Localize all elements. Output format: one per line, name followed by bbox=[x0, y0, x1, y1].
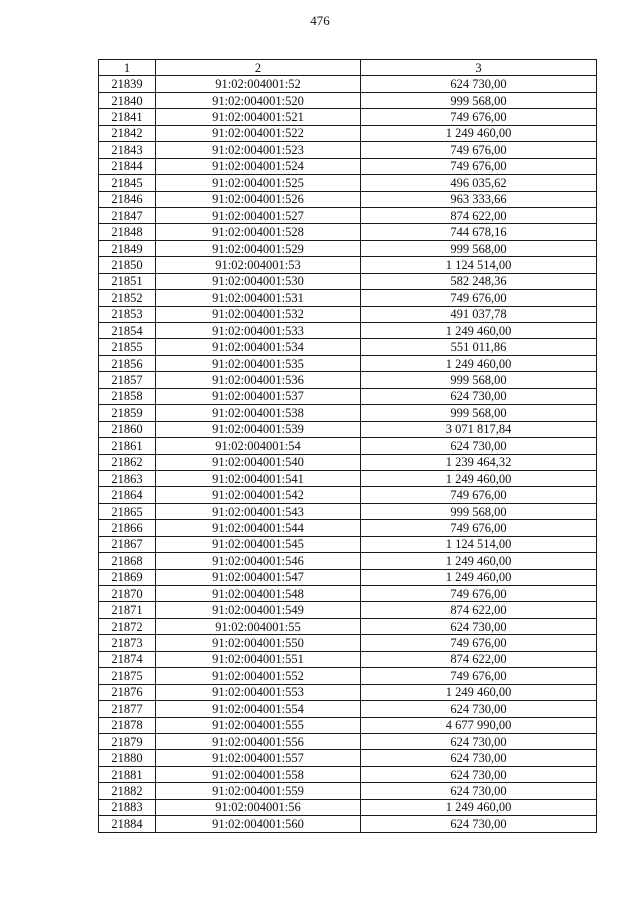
cadastral-number-cell: 91:02:004001:550 bbox=[156, 635, 361, 651]
cadastral-number-cell: 91:02:004001:523 bbox=[156, 142, 361, 158]
table-row bbox=[99, 701, 597, 717]
table-row bbox=[99, 125, 597, 141]
cadastral-number-cell: 91:02:004001:545 bbox=[156, 536, 361, 552]
table-row bbox=[99, 240, 597, 256]
cadastral-number-cell: 91:02:004001:529 bbox=[156, 240, 361, 256]
value-cell: 1 249 460,00 bbox=[361, 470, 597, 486]
table-row bbox=[99, 569, 597, 585]
row-number-cell: 21840 bbox=[99, 92, 156, 108]
value-cell: 1 249 460,00 bbox=[361, 553, 597, 569]
table-row bbox=[99, 783, 597, 799]
table-row bbox=[99, 290, 597, 306]
row-number-cell: 21874 bbox=[99, 651, 156, 667]
value-cell: 749 676,00 bbox=[361, 158, 597, 174]
row-number-cell: 21871 bbox=[99, 602, 156, 618]
row-number-cell: 21877 bbox=[99, 701, 156, 717]
row-number-cell: 21879 bbox=[99, 733, 156, 749]
row-number-cell: 21872 bbox=[99, 618, 156, 634]
cadastral-number-cell: 91:02:004001:531 bbox=[156, 290, 361, 306]
row-number-cell: 21841 bbox=[99, 109, 156, 125]
cadastral-number-cell: 91:02:004001:556 bbox=[156, 733, 361, 749]
cadastral-number-cell: 91:02:004001:557 bbox=[156, 750, 361, 766]
cadastral-number-cell: 91:02:004001:548 bbox=[156, 586, 361, 602]
row-number-cell: 21870 bbox=[99, 586, 156, 602]
value-cell: 1 124 514,00 bbox=[361, 536, 597, 552]
value-cell: 1 249 460,00 bbox=[361, 684, 597, 700]
value-cell: 582 248,36 bbox=[361, 273, 597, 289]
cadastral-number-cell: 91:02:004001:546 bbox=[156, 553, 361, 569]
table-row bbox=[99, 438, 597, 454]
cadastral-number-cell: 91:02:004001:547 bbox=[156, 569, 361, 585]
value-cell: 624 730,00 bbox=[361, 438, 597, 454]
table-row bbox=[99, 405, 597, 421]
row-number-cell: 21883 bbox=[99, 799, 156, 815]
row-number-cell: 21862 bbox=[99, 454, 156, 470]
table-row bbox=[99, 684, 597, 700]
value-cell: 749 676,00 bbox=[361, 142, 597, 158]
value-cell: 744 678,16 bbox=[361, 224, 597, 240]
column-header-2: 2 bbox=[156, 60, 361, 76]
cadastral-number-cell: 91:02:004001:543 bbox=[156, 503, 361, 519]
value-cell: 1 239 464,32 bbox=[361, 454, 597, 470]
row-number-cell: 21851 bbox=[99, 273, 156, 289]
value-cell: 1 249 460,00 bbox=[361, 355, 597, 371]
table-row bbox=[99, 306, 597, 322]
row-number-cell: 21849 bbox=[99, 240, 156, 256]
table-row bbox=[99, 668, 597, 684]
cadastral-number-cell: 91:02:004001:542 bbox=[156, 487, 361, 503]
table-row bbox=[99, 536, 597, 552]
row-number-cell: 21875 bbox=[99, 668, 156, 684]
row-number-cell: 21873 bbox=[99, 635, 156, 651]
table-row bbox=[99, 355, 597, 371]
cadastral-number-cell: 91:02:004001:54 bbox=[156, 438, 361, 454]
table-row bbox=[99, 158, 597, 174]
table-row bbox=[99, 487, 597, 503]
row-number-cell: 21882 bbox=[99, 783, 156, 799]
table-row bbox=[99, 602, 597, 618]
value-cell: 749 676,00 bbox=[361, 586, 597, 602]
column-header-1: 1 bbox=[99, 60, 156, 76]
cadastral-number-cell: 91:02:004001:532 bbox=[156, 306, 361, 322]
value-cell: 624 730,00 bbox=[361, 733, 597, 749]
table-row bbox=[99, 635, 597, 651]
row-number-cell: 21857 bbox=[99, 372, 156, 388]
value-cell: 999 568,00 bbox=[361, 92, 597, 108]
table-body bbox=[99, 76, 597, 832]
table-row bbox=[99, 257, 597, 273]
table-row bbox=[99, 224, 597, 240]
value-cell: 624 730,00 bbox=[361, 750, 597, 766]
value-cell: 4 677 990,00 bbox=[361, 717, 597, 733]
table-row bbox=[99, 618, 597, 634]
cadastral-number-cell: 91:02:004001:526 bbox=[156, 191, 361, 207]
table-row bbox=[99, 553, 597, 569]
table-row bbox=[99, 503, 597, 519]
row-number-cell: 21876 bbox=[99, 684, 156, 700]
row-number-cell: 21867 bbox=[99, 536, 156, 552]
table-row bbox=[99, 109, 597, 125]
table-row bbox=[99, 520, 597, 536]
cadastral-number-cell: 91:02:004001:527 bbox=[156, 207, 361, 223]
table-row bbox=[99, 273, 597, 289]
cadastral-number-cell: 91:02:004001:544 bbox=[156, 520, 361, 536]
value-cell: 874 622,00 bbox=[361, 207, 597, 223]
row-number-cell: 21866 bbox=[99, 520, 156, 536]
cadastral-number-cell: 91:02:004001:536 bbox=[156, 372, 361, 388]
value-cell: 624 730,00 bbox=[361, 388, 597, 404]
row-number-cell: 21861 bbox=[99, 438, 156, 454]
cadastral-number-cell: 91:02:004001:549 bbox=[156, 602, 361, 618]
row-number-cell: 21878 bbox=[99, 717, 156, 733]
row-number-cell: 21846 bbox=[99, 191, 156, 207]
table-row bbox=[99, 323, 597, 339]
row-number-cell: 21863 bbox=[99, 470, 156, 486]
cadastral-number-cell: 91:02:004001:53 bbox=[156, 257, 361, 273]
table-header bbox=[99, 60, 597, 76]
value-cell: 874 622,00 bbox=[361, 651, 597, 667]
value-cell: 624 730,00 bbox=[361, 783, 597, 799]
cadastral-number-cell: 91:02:004001:525 bbox=[156, 175, 361, 191]
value-cell: 624 730,00 bbox=[361, 766, 597, 782]
table-row bbox=[99, 142, 597, 158]
cadastral-number-cell: 91:02:004001:535 bbox=[156, 355, 361, 371]
value-cell: 749 676,00 bbox=[361, 487, 597, 503]
row-number-cell: 21881 bbox=[99, 766, 156, 782]
row-number-cell: 21852 bbox=[99, 290, 156, 306]
cadastral-number-cell: 91:02:004001:554 bbox=[156, 701, 361, 717]
table-row bbox=[99, 191, 597, 207]
value-cell: 999 568,00 bbox=[361, 405, 597, 421]
value-cell: 749 676,00 bbox=[361, 290, 597, 306]
row-number-cell: 21860 bbox=[99, 421, 156, 437]
row-number-cell: 21853 bbox=[99, 306, 156, 322]
value-cell: 874 622,00 bbox=[361, 602, 597, 618]
cadastral-number-cell: 91:02:004001:522 bbox=[156, 125, 361, 141]
value-cell: 1 249 460,00 bbox=[361, 125, 597, 141]
cadastral-value-table bbox=[98, 59, 597, 833]
value-cell: 999 568,00 bbox=[361, 372, 597, 388]
row-number-cell: 21884 bbox=[99, 816, 156, 832]
table-row bbox=[99, 470, 597, 486]
table-row bbox=[99, 733, 597, 749]
cadastral-number-cell: 91:02:004001:55 bbox=[156, 618, 361, 634]
row-number-cell: 21842 bbox=[99, 125, 156, 141]
value-cell: 749 676,00 bbox=[361, 668, 597, 684]
row-number-cell: 21880 bbox=[99, 750, 156, 766]
cadastral-number-cell: 91:02:004001:560 bbox=[156, 816, 361, 832]
value-cell: 749 676,00 bbox=[361, 520, 597, 536]
table-row bbox=[99, 175, 597, 191]
table-row bbox=[99, 339, 597, 355]
value-cell: 999 568,00 bbox=[361, 240, 597, 256]
cadastral-number-cell: 91:02:004001:551 bbox=[156, 651, 361, 667]
value-cell: 1 124 514,00 bbox=[361, 257, 597, 273]
table-row bbox=[99, 454, 597, 470]
header-row bbox=[99, 60, 597, 76]
cadastral-number-cell: 91:02:004001:553 bbox=[156, 684, 361, 700]
row-number-cell: 21865 bbox=[99, 503, 156, 519]
cadastral-number-cell: 91:02:004001:540 bbox=[156, 454, 361, 470]
value-cell: 496 035,62 bbox=[361, 175, 597, 191]
row-number-cell: 21858 bbox=[99, 388, 156, 404]
cadastral-number-cell: 91:02:004001:552 bbox=[156, 668, 361, 684]
value-cell: 551 011,86 bbox=[361, 339, 597, 355]
table-row bbox=[99, 651, 597, 667]
cadastral-number-cell: 91:02:004001:559 bbox=[156, 783, 361, 799]
cadastral-number-cell: 91:02:004001:558 bbox=[156, 766, 361, 782]
row-number-cell: 21856 bbox=[99, 355, 156, 371]
row-number-cell: 21869 bbox=[99, 569, 156, 585]
value-cell: 1 249 460,00 bbox=[361, 799, 597, 815]
row-number-cell: 21859 bbox=[99, 405, 156, 421]
row-number-cell: 21845 bbox=[99, 175, 156, 191]
value-cell: 491 037,78 bbox=[361, 306, 597, 322]
cadastral-number-cell: 91:02:004001:530 bbox=[156, 273, 361, 289]
table-row bbox=[99, 207, 597, 223]
row-number-cell: 21854 bbox=[99, 323, 156, 339]
value-cell: 749 676,00 bbox=[361, 109, 597, 125]
table-row bbox=[99, 750, 597, 766]
row-number-cell: 21850 bbox=[99, 257, 156, 273]
table-row bbox=[99, 92, 597, 108]
value-cell: 624 730,00 bbox=[361, 701, 597, 717]
value-cell: 1 249 460,00 bbox=[361, 569, 597, 585]
table-row bbox=[99, 388, 597, 404]
cadastral-number-cell: 91:02:004001:521 bbox=[156, 109, 361, 125]
cadastral-number-cell: 91:02:004001:520 bbox=[156, 92, 361, 108]
row-number-cell: 21864 bbox=[99, 487, 156, 503]
value-cell: 624 730,00 bbox=[361, 816, 597, 832]
row-number-cell: 21848 bbox=[99, 224, 156, 240]
cadastral-number-cell: 91:02:004001:539 bbox=[156, 421, 361, 437]
value-cell: 963 333,66 bbox=[361, 191, 597, 207]
row-number-cell: 21847 bbox=[99, 207, 156, 223]
row-number-cell: 21843 bbox=[99, 142, 156, 158]
cadastral-number-cell: 91:02:004001:555 bbox=[156, 717, 361, 733]
cadastral-number-cell: 91:02:004001:534 bbox=[156, 339, 361, 355]
column-header-3: 3 bbox=[361, 60, 597, 76]
value-cell: 999 568,00 bbox=[361, 503, 597, 519]
table-row bbox=[99, 799, 597, 815]
table-row bbox=[99, 76, 597, 92]
table-row bbox=[99, 717, 597, 733]
row-number-cell: 21868 bbox=[99, 553, 156, 569]
table-row bbox=[99, 372, 597, 388]
value-cell: 624 730,00 bbox=[361, 618, 597, 634]
value-cell: 3 071 817,84 bbox=[361, 421, 597, 437]
value-cell: 1 249 460,00 bbox=[361, 323, 597, 339]
cadastral-number-cell: 91:02:004001:538 bbox=[156, 405, 361, 421]
value-cell: 624 730,00 bbox=[361, 76, 597, 92]
cadastral-number-cell: 91:02:004001:541 bbox=[156, 470, 361, 486]
cadastral-number-cell: 91:02:004001:56 bbox=[156, 799, 361, 815]
table-row bbox=[99, 766, 597, 782]
cadastral-number-cell: 91:02:004001:537 bbox=[156, 388, 361, 404]
value-cell: 749 676,00 bbox=[361, 635, 597, 651]
row-number-cell: 21855 bbox=[99, 339, 156, 355]
table-row bbox=[99, 586, 597, 602]
cadastral-number-cell: 91:02:004001:524 bbox=[156, 158, 361, 174]
page-number: 476 bbox=[310, 13, 330, 28]
row-number-cell: 21844 bbox=[99, 158, 156, 174]
cadastral-number-cell: 91:02:004001:528 bbox=[156, 224, 361, 240]
row-number-cell: 21839 bbox=[99, 76, 156, 92]
cadastral-number-cell: 91:02:004001:533 bbox=[156, 323, 361, 339]
table-row bbox=[99, 421, 597, 437]
table-row bbox=[99, 816, 597, 832]
cadastral-number-cell: 91:02:004001:52 bbox=[156, 76, 361, 92]
